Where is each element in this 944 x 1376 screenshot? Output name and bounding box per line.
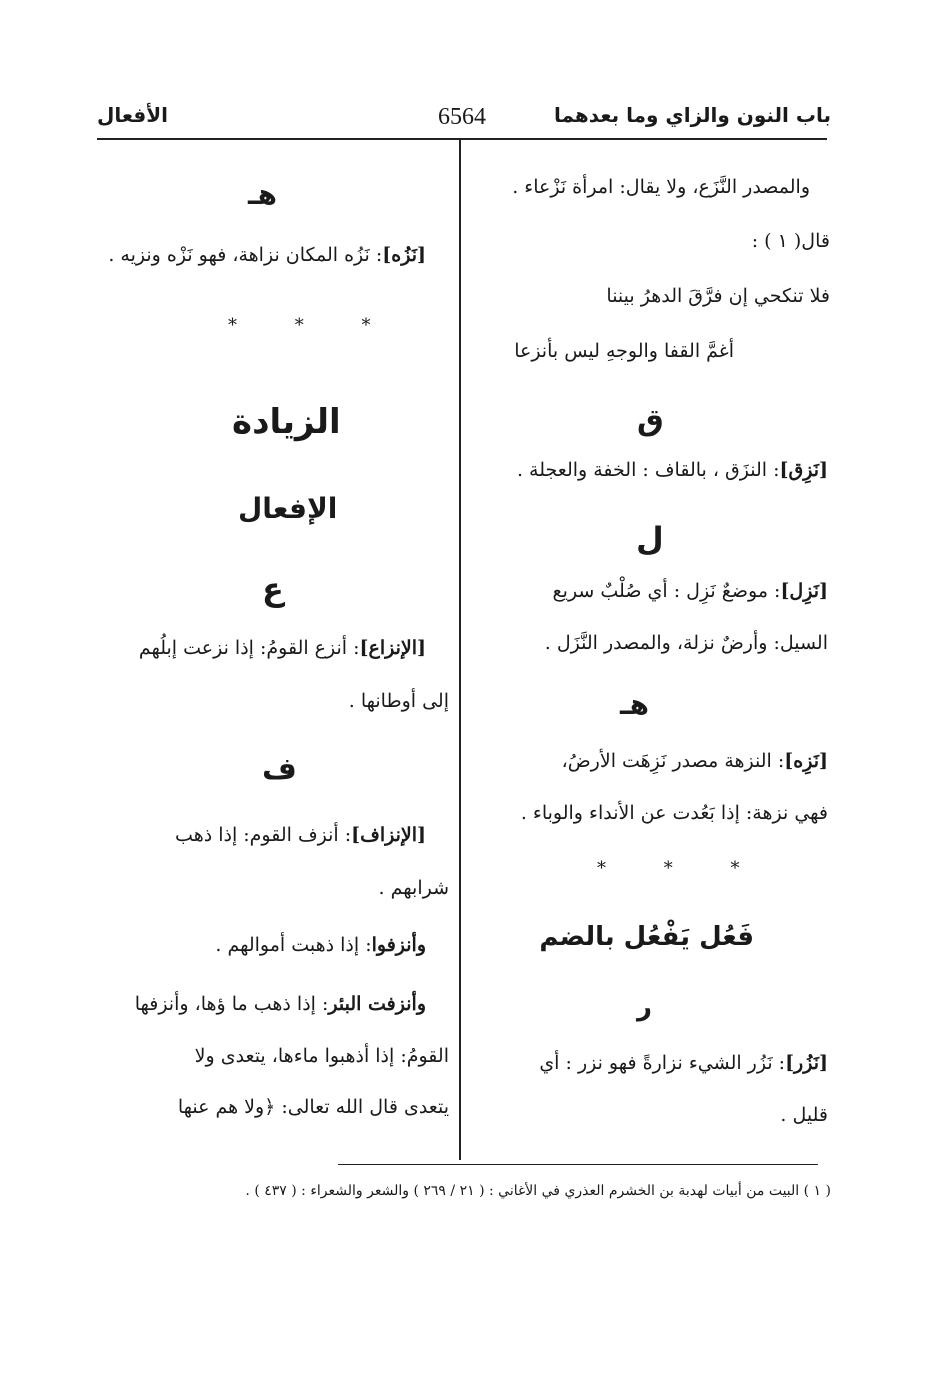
entry-bir-line-3: يتعدى قال الله تعالى: ﴿ولا هم عنها	[177, 1096, 449, 1118]
header-left-title: الأفعال	[97, 103, 168, 127]
verse-line-2: أغمَّ القفا والوجهِ ليس بأنزعا	[514, 340, 734, 362]
entry-inzaf-body: : أنزف القوم: إذا ذهب	[175, 824, 352, 846]
entry-nazih-head: [نَزِه]	[784, 750, 828, 772]
entry-inzaf-head: [الإنزاف]	[351, 824, 426, 846]
entry-nazal-cont: السيل: وأرضٌ نزلة، والمصدر النَّزَل .	[544, 632, 828, 654]
footnote-text: ( ١ ) البيت من أبيات لهدبة بن الخشرم العذري في الأغاني : ( ٢١ / ٢٦٩ ) والشعر والشعراء : ( ٤٣٧ ) .	[245, 1183, 831, 1199]
column-divider	[459, 140, 461, 1160]
heading-lam: ل	[636, 520, 664, 558]
entry-nazal-head: [نَزِل]	[780, 580, 828, 602]
entry-nazur-cont: قليل .	[780, 1104, 828, 1126]
heading-ha-left: هـ	[248, 178, 277, 211]
entry-inza-cont: إلى أوطانها .	[348, 690, 449, 712]
entry-nazur	[539, 1052, 828, 1074]
entry-nazuh-head: [نَزُه]	[382, 244, 426, 266]
heading-fa: ف	[262, 752, 297, 787]
entry-nazur-head: [نَزُر]	[785, 1052, 828, 1074]
heading-ain: ع	[262, 570, 284, 608]
entry-inzaf-cont: شرابهم .	[378, 877, 449, 899]
entry-bir-head: وأنزفت البئر	[328, 993, 426, 1015]
section-heading-ziyada: الزيادة	[232, 402, 341, 442]
entry-nazur-body: : نَزُر الشيء نزارةً فهو نزر : أي	[539, 1052, 786, 1074]
entry-nazaq-head: [نَزِق]	[779, 459, 828, 481]
entry-nazal	[553, 580, 828, 602]
subsection-heading-ifal: الإفعال	[238, 492, 338, 525]
entry-nazih-cont: فهي نزهة: إذا بَعُدت عن الأنداء والوباء .	[520, 802, 828, 824]
heading-ra: ر	[637, 992, 652, 1022]
entry-nazih-body: : النزهة مصدر نَزِهَت الأرضُ،	[561, 750, 785, 772]
entry-anzafu-body: : إذا ذهبت أموالهم .	[215, 934, 372, 956]
right-line-1: والمصدر النَّزَع، ولا يقال: امرأة نَزْعاء .	[512, 176, 810, 198]
separator-stars-left: * * *	[228, 315, 397, 336]
entry-anzafu-head: وأنزفوا	[371, 934, 426, 956]
entry-nazal-body: : موضعٌ نَزِل : أي صُلْبٌ سريع	[552, 580, 781, 602]
entry-inza	[139, 637, 426, 659]
footnote-rule	[338, 1164, 818, 1165]
entry-nazuh-body: : نَزُه المكان نزاهة، فهو نَزْه ونزيه .	[108, 244, 383, 266]
entry-inza-head: [الإنزاع]	[359, 637, 426, 659]
entry-bir-line-2: القومُ: إذا أذهبوا ماءها، يتعدى ولا	[194, 1045, 449, 1067]
verse-line-1: فلا تنكحي إن فرَّقَ الدهرُ بيننا	[606, 285, 830, 307]
entry-bir	[135, 993, 426, 1015]
entry-nazaq	[517, 459, 828, 481]
header-right-title: باب النون والزاي وما بعدهما	[554, 103, 831, 127]
entry-anzafu	[215, 934, 426, 956]
entry-nazuh	[108, 244, 426, 266]
entry-inza-body: : أنزع القومُ: إذا نزعت إبلُهم	[138, 637, 360, 659]
pattern-heading: فَعُل يَفْعُل بالضم	[539, 922, 754, 952]
entry-nazaq-body: : النزَق ، بالقاف : الخفة والعجلة .	[516, 459, 780, 481]
right-line-2: قال( ١ ) :	[751, 230, 830, 252]
entry-inzaf	[175, 824, 426, 846]
page-number: 6564	[438, 104, 486, 130]
header-rule	[97, 138, 827, 140]
heading-ha-right: هـ	[620, 688, 649, 721]
heading-qaf: ق	[637, 403, 664, 438]
entry-bir-body: : إذا ذهب ما ؤها، وأنزفها	[134, 993, 329, 1015]
separator-stars-right: * * *	[597, 858, 766, 879]
entry-nazih	[562, 750, 828, 772]
